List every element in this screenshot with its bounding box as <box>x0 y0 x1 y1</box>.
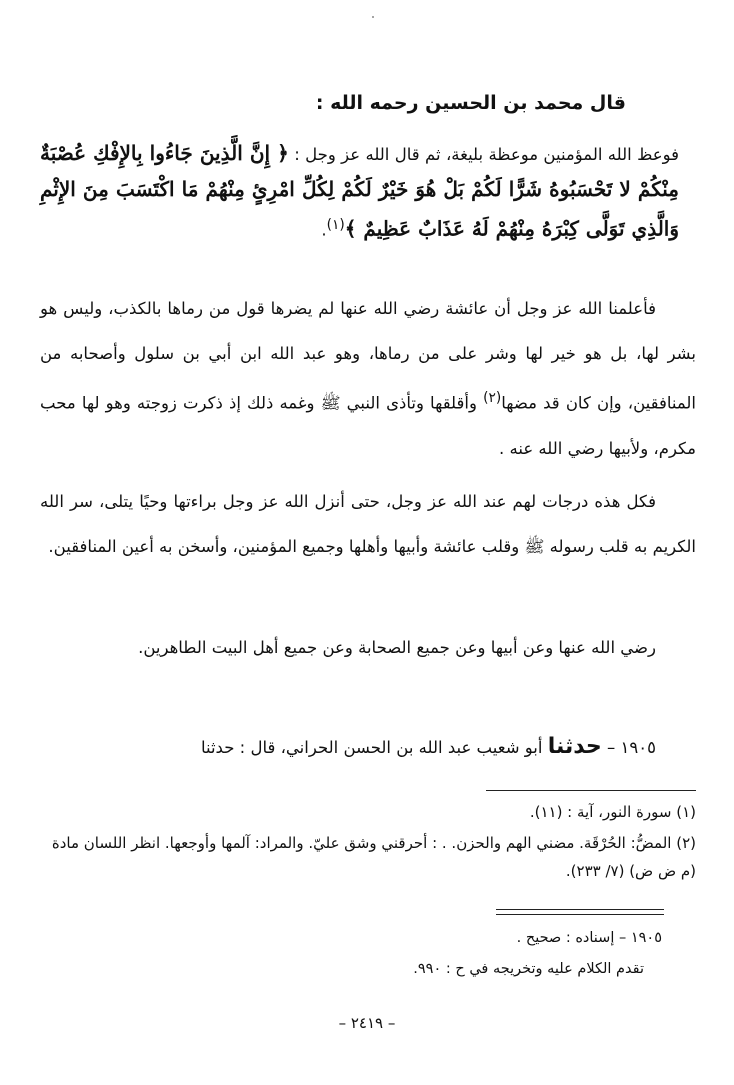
quran-verse: ﴿ إِنَّ الَّذِينَ جَاءُوا بِالإِفْكِ عُصْبَةٌ مِنْكُمْ لا تَحْسَبُوهُ شَرًّا لَكُمْ بَلْ هُوَ خَيْرٌ لَكُمْ لِكُلِّ امْرِئٍ مِنْهُمْ مَا اكْتَسَبَ مِنَ الإِثْمِ وَالَّذِي تَوَلَّى كِبْرَهُ مِنْهُمْ لَهُ عَذَابٌ عَظِيمٌ ﴾ <box>40 141 679 241</box>
paragraph-1-after: وأقلقها وتأذى النبي ﷺ وغمه ذلك إذ ذكرت زوجته وهو لها محب مكرم، ولأبيها رضي الله عنه . <box>40 393 696 458</box>
footnote-ref-1: (١) <box>326 217 345 233</box>
paragraph-2: فكل هذه درجات لهم عند الله عز وجل، حتى أنزل الله عز وجل براءتها وحيًا يتلى، سر الله الكريم به قلب رسوله ﷺ وقلب عائشة وأبيها وأهلها وجميع المؤمنين، وأسخن به أعين المنافقين. <box>40 492 696 556</box>
intro-lead: فوعظ الله المؤمنين موعظة بليغة، ثم قال الله عز وجل : <box>294 145 679 164</box>
scan-speck <box>372 16 374 18</box>
paragraph-1 <box>40 286 696 471</box>
page-number: – ٢٤١٩ – <box>338 1014 396 1032</box>
footnote-divider <box>486 790 696 791</box>
paragraph-1-before: فأعلمنا الله عز وجل أن عائشة رضي الله عنها لم يضرها قول من رماها بالكذب، وليس هو بشر لها، بل هو خير لها وشر على من رماها، وهو عبد الله ابن أبي بن سلول وأصحابه من المنافقين، وإن كان قد مضها <box>40 299 697 413</box>
footnote-ref-2: (٢) <box>483 390 502 406</box>
grading-line-1: ١٩٠٥ – إسناده : صحيح . <box>516 930 662 946</box>
paragraph-3: رضي الله عنها وعن أبيها وعن جميع الصحابة وعن جميع أهل البيت الطاهرين. <box>138 638 656 657</box>
grading-divider-top <box>496 909 664 910</box>
footnote-2: (٢) المضُّ: الحُرْقَة. مضني الهم والحزن. . : أحرقني وشق عليّ. والمراد: آلمها وأوجعها. انظر اللسان مادة (م ض ض) (٧/ ٢٣٣). <box>51 834 696 880</box>
footnote-1: (١) سورة النور، آية : (١١). <box>529 803 696 821</box>
section-heading: قال محمد بن الحسين رحمه الله : <box>315 92 626 114</box>
grading-divider-bottom <box>496 914 664 915</box>
hadith-number: ١٩٠٥ – <box>607 738 656 757</box>
haddathana-word: حدثنا <box>547 734 602 759</box>
intro-paragraph <box>40 136 679 248</box>
hadith-start <box>40 728 696 767</box>
grading-line-2: تقدم الكلام عليه وتخريجه في ح : ٩٩٠. <box>413 961 644 977</box>
intro-end: . <box>321 220 327 240</box>
hadith-text: أبو شعيب عبد الله بن الحسن الحراني، قال : حدثنا <box>200 738 543 757</box>
